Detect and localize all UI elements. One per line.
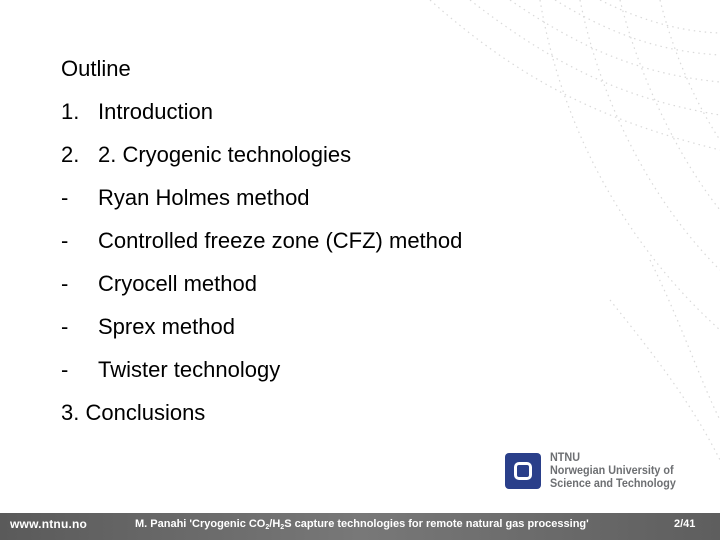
outline-item-twister [61,355,661,385]
outline-text: Cryocell method [98,271,257,296]
outline-text: Introduction [98,99,213,124]
logo-line-2: Norwegian University of [550,463,674,477]
outline-item-cfz [61,226,661,256]
outline-marker: - [61,271,69,296]
ntnu-emblem-icon [505,453,541,489]
footer-url-link[interactable]: www.ntnu.no [10,517,88,531]
footer-bar [0,513,720,540]
outline-item-ryan-holmes [61,183,661,213]
outline-item-conclusions: 3. Conclusions [61,400,206,425]
outline-text: Ryan Holmes method [98,185,310,210]
outline-marker: - [61,357,69,382]
outline-text: Controlled freeze zone (CFZ) method [98,228,463,253]
outline-item-sprex [61,312,661,342]
outline-text: 2. Cryogenic technologies [98,142,352,167]
ntnu-logo [505,450,695,494]
outline-marker: 1. [61,99,80,124]
outline-item-introduction [61,97,661,127]
slide-content [61,54,661,428]
outline-text: Twister technology [98,357,281,382]
outline-item-cryocell [61,269,661,299]
footer-citation: M. Panahi 'Cryogenic $CO_2/H_2S$ capture technologies for remote natural gas processing' [135,518,589,531]
outline-marker: - [61,228,69,253]
page-number: 2/41 [674,518,696,530]
slide-title: Outline [61,56,131,81]
logo-line-1: NTNU [550,450,580,464]
outline-text: Sprex method [98,314,235,339]
outline-marker: 2. [61,142,80,167]
outline-marker: - [61,314,69,339]
logo-line-3: Science and Technology [550,476,676,490]
logo-wordmark [550,451,676,490]
outline-item-cryogenic-technologies [61,140,661,170]
outline-marker: - [61,185,69,210]
